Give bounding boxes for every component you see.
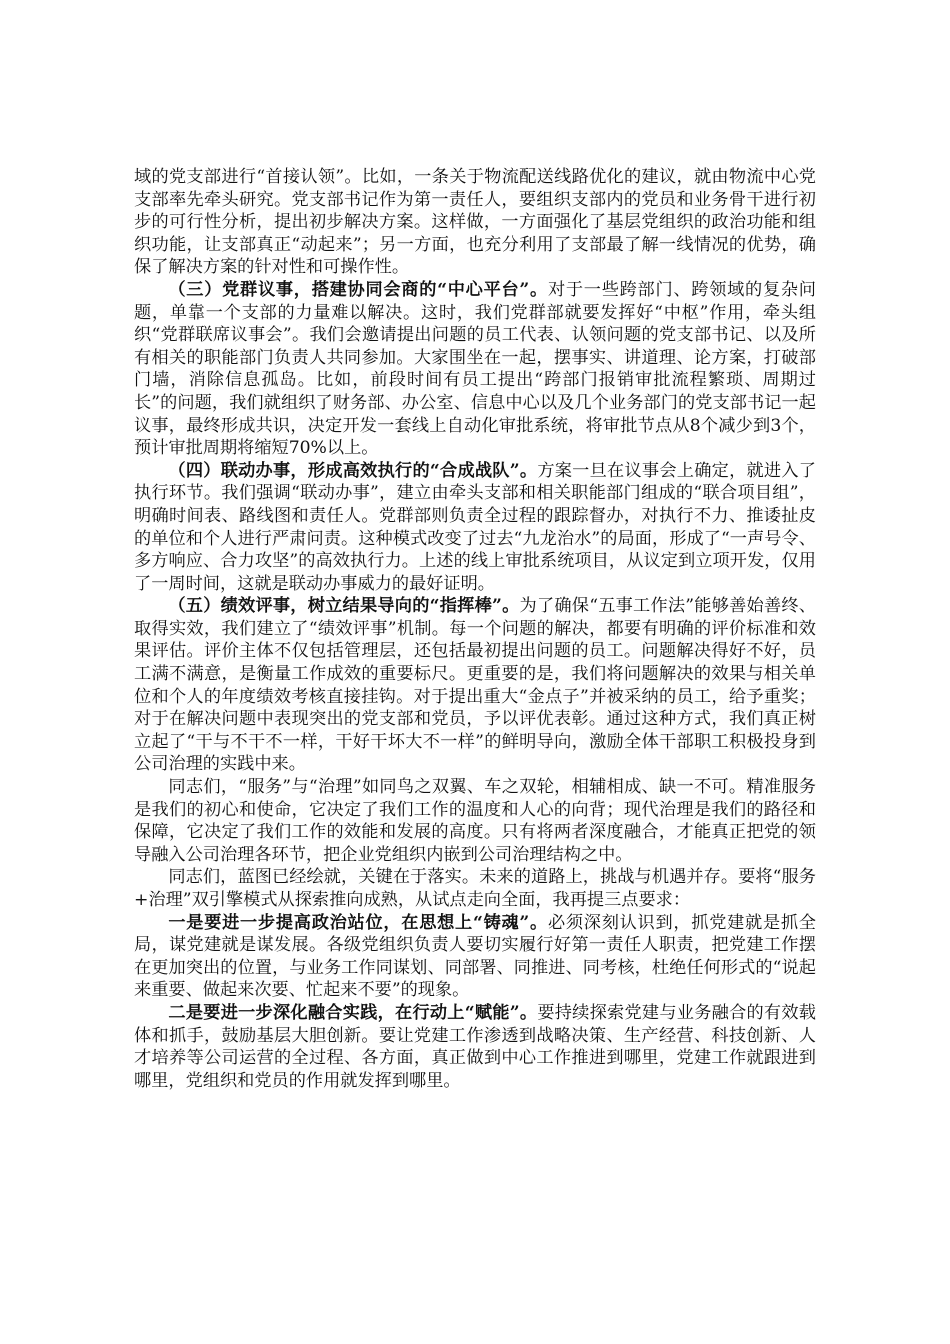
paragraph-party-mass-discussion — [134, 279, 816, 460]
paragraph-three-requirements — [134, 866, 816, 911]
paragraph-text: 同志们，蓝图已经绘就，关键在于落实。未来的道路上，挑战与机遇并存。要将“服务+治理”双引擎模式从探索推向成熟，从试点走向全面，我再提三点要求： — [134, 867, 816, 910]
paragraph-requirement-one — [134, 912, 816, 1002]
paragraph-heading: （三）党群议事，搭建协同会商的“中心平台”。 — [168, 279, 548, 300]
paragraph-text: 方案一旦在议事会上确定，就进入了执行环节。我们强调“联动办事”，建立由牵头支部和相关职能部门组成的“联合项目组”，明确时间表、路线图和责任人。党群部则负责全过程的跟踪督办，对执行不力、推诿扯皮的单位和个人进行严肃问责。这种模式改变了过去“九龙治水”的局面，形成了“一声号令、多方响应、合力攻坚”的高效执行力。上述的线上审批系统项目，从议定到立项开发，仅用了一周时间，这就是联动办事威力的最好证明。 — [134, 460, 816, 594]
paragraph-text: 为了确保“五事工作法”能够善始善终、取得实效，我们建立了“绩效评事”机制。每一个问题的解决，都要有明确的评价标准和效果评估。评价主体不仅包括管理层，还包括最初提出问题的员工。问题解决得好不好，员工满不满意，是衡量工作成效的重要标尺。更重要的是，我们将问题解决的效果与相关单位和个人的年度绩效考核直接挂钩。对于提出重大“金点子”并被采纳的员工，给予重奖；对于在解决问题中表现突出的党支部和党员，予以评优表彰。通过这种方式，我们真正树立起了“干与不干不一样，干好干坏大不一样”的鲜明导向，激励全体干部职工积极投身到公司治理的实践中来。 — [134, 596, 816, 775]
paragraph-requirement-two — [134, 1002, 816, 1092]
paragraph-linked-handling — [134, 460, 816, 596]
paragraph-text: 必须深刻认识到，抓党建就是抓全局，谋党建就是谋发展。各级党组织负责人要切实履行好第一责任人职责，把党建工作摆在更加突出的位置，与业务工作同谋划、同部署、同推进、同考核，杜绝任何形式的“说起来重要、做起来次要、忙起来不要”的现象。 — [134, 912, 816, 1001]
paragraph-text: 域的党支部进行“首接认领”。比如，一条关于物流配送线路优化的建议，就由物流中心党支部率先牵头研究。党支部书记作为第一责任人，要组织支部内的党员和业务骨干进行初步的可行性分析，提出初步解决方案。这样做，一方面强化了基层党组织的政治功能和组织功能，让支部真正“动起来”；另一方面，也充分利用了支部最了解一线情况的优势，确保了解决方案的针对性和可操作性。 — [134, 167, 816, 278]
paragraph-heading: 二是要进一步深化融合实践，在行动上“赋能”。 — [168, 1002, 538, 1023]
paragraph-continuation — [134, 166, 816, 279]
document-body — [134, 166, 816, 1092]
paragraph-text: 同志们，“服务”与“治理”如同鸟之双翼、车之双轮，相辅相成、缺一不可。精准服务是我们的初心和使命，它决定了我们工作的温度和人心的向背；现代治理是我们的路径和保障，它决定了我们工作的效能和发展的高度。只有将两者深度融合，才能真正把党的领导融入公司治理各环节，把企业党组织内嵌到公司治理结构之中。 — [134, 777, 816, 865]
paragraph-performance-evaluation — [134, 595, 816, 776]
paragraph-service-and-governance — [134, 776, 816, 866]
paragraph-text: 要持续探索党建与业务融合的有效载体和抓手，鼓励基层大胆创新。要让党建工作渗透到战略决策、生产经营、科技创新、人才培养等公司运营的全过程、各方面，真正做到中心工作推进到哪里，党建工作就跟进到哪里，党组织和党员的作用就发挥到哪里。 — [134, 1002, 816, 1091]
paragraph-heading: （四）联动办事，形成高效执行的“合成战队”。 — [168, 460, 538, 481]
paragraph-heading: （五）绩效评事，树立结果导向的“指挥棒”。 — [168, 596, 520, 617]
paragraph-heading: 一是要进一步提高政治站位，在思想上“铸魂”。 — [168, 912, 548, 933]
paragraph-text: 对于一些跨部门、跨领域的复杂问题，单靠一个支部的力量难以解决。这时，我们党群部就要发挥好“中枢”作用，牵头组织“党群联席议事会”。我们会邀请提出问题的员工代表、认领问题的党支部书记、以及所有相关的职能部门负责人共同参加。大家围坐在一起，摆事实、讲道理、论方案，打破部门墙，消除信息孤岛。比如，前段时间有员工提出“跨部门报销审批流程繁琐、周期过长”的问题，我们就组织了财务部、办公室、信息中心以及几个业务部门的党支部书记一起议事，最终形成共识，决定开发一套线上自动化审批系统，将审批节点从8个减少到3个，预计审批周期将缩短70%以上。 — [134, 279, 816, 459]
